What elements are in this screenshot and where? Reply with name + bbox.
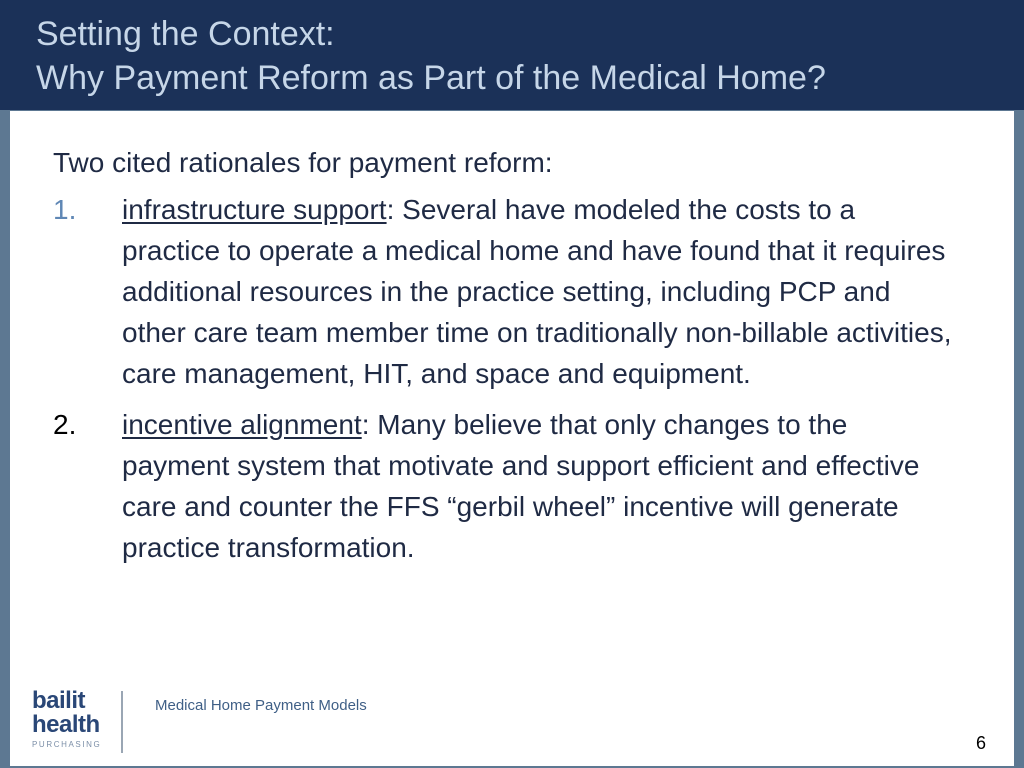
logo-line-bailit: bailit: [32, 687, 86, 714]
list-item-number: 2.: [53, 409, 77, 440]
logo-line-purchasing: PURCHASING: [32, 740, 102, 749]
list-item-incentive-alignment: [53, 404, 953, 568]
bailit-health-logo: [32, 689, 132, 753]
slide-title-line-1: Setting the Context:: [36, 15, 335, 53]
title-bar: [0, 0, 1024, 110]
list-item-text: : Many believe that only changes to the payment system that motivate and support efficient and effective care and counter the FFS “gerbil wheel” incentive will generate practice transformation.: [122, 409, 920, 563]
list-item-term: infrastructure support: [122, 194, 387, 225]
footer-divider: [121, 691, 123, 753]
slide-title-line-2: Why Payment Reform as Part of the Medical Home?: [36, 59, 826, 97]
logo-line-health: health: [32, 711, 100, 738]
list-item-term: incentive alignment: [122, 409, 362, 440]
list-item-number: 1.: [53, 194, 77, 225]
intro-text: Two cited rationales for payment reform:: [53, 147, 553, 178]
rationale-list: [53, 189, 953, 578]
footer-title: Medical Home Payment Models: [155, 697, 367, 714]
page-number: 6: [976, 733, 987, 753]
slide-title: [36, 12, 826, 100]
list-item-infrastructure-support: [53, 189, 953, 394]
list-item-text: : Several have modeled the costs to a practice to operate a medical home and have found that it requires additional resources in the practice setting, including PCP and other care team member time on traditionally non-billable activities, care management, HIT, and space and equipment.: [122, 194, 952, 389]
slide-content: [10, 111, 1014, 766]
